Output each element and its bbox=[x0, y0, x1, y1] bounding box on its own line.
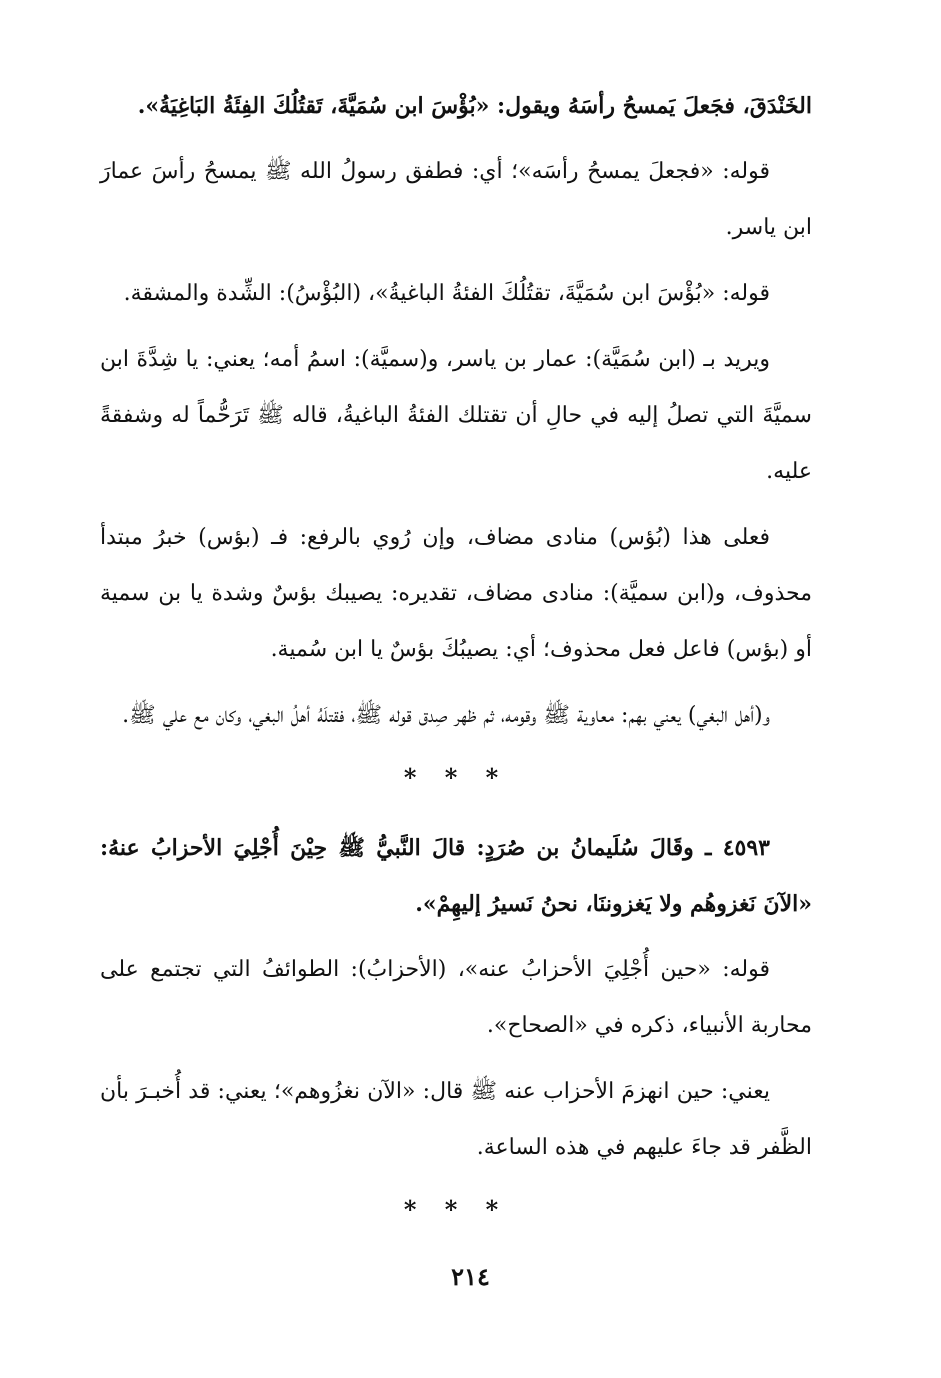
page-number: ٢١٤ bbox=[451, 1262, 490, 1291]
paragraph-commentary-6: قوله: «حين أُجْلِيَ الأحزابُ عنه»، (الأحزابُ): الطوائفُ التي تجتمع على محاربة الأنبياء، ذكره في «الصحاح». bbox=[100, 957, 812, 1038]
hadith-4593: ٤٥٩٣ ـ وقَالَ سُلَيمانُ بن صُرَدٍ: قالَ النَّبيُّ ﷺ حِيْنَ أُجْلِيَ الأحزابُ عنهُ: «الآنَ نَغزوهُم ولا يَغزوننَا، نحنُ نَسيرُ إليهِمْ». bbox=[100, 835, 812, 917]
section-divider: * * * bbox=[403, 763, 509, 792]
paragraph-commentary-4: فعلى هذا (بُؤس) منادى مضاف، وإن رُوي بالرفع: فـ (بؤس) خبرُ مبتدأ محذوف، و(ابن سميَّة): منادى مضاف، تقديره: يصيبك بؤسٌ وشدة يا بن سمية أو (بؤس) فاعل فعل محذوف؛ أي: يصيبُكَ بؤسٌ يا ابن سُمية. bbox=[100, 525, 812, 662]
paragraph-hadith-continuation: الخَنْدَقَ، فجَعلَ يَمسحُ رأسَهُ ويقول: «بُؤْسَ ابن سُمَيَّةَ، تَقتُلُكَ الفِئَةُ البَاغِيَةُ». bbox=[137, 93, 812, 119]
paragraph-commentary-5: و(أهل البغي) يعني بهم: معاوية ﷺ وقومه، ثم ظهر صِدق قوله ﷺ، فقتلَهُ أهلُ البغي، وكان مع علي ﷺ. bbox=[122, 703, 770, 728]
paragraph-commentary-1: قوله: «فجعلَ يمسحُ رأسَه»؛ أي: فطفق رسولُ الله ﷺ يمسحُ رأسَ عمارَ ابن ياسر. bbox=[100, 159, 812, 240]
section-divider: * * * bbox=[403, 1195, 509, 1224]
paragraph-commentary-7: يعني: حين انهزمَ الأحزاب عنه ﷺ قال: «الآن نغزُوهم»؛ يعني: قد أُخبـرَ بأن الظَّفر قد جاءَ عليهم في هذه الساعة. bbox=[100, 1079, 812, 1160]
paragraph-commentary-3: ويريد بـ (ابن سُمَيَّة): عمار بن ياسر، و(سميَّة): اسمُ أمه؛ يعني: يا شِدَّةَ ابن سميَّةَ التي تصلُ إليه في حالِ أن تقتلك الفئةُ الباغيةُ، قاله ﷺ تَرَحُّماً له وشفقةً عليه. bbox=[100, 347, 812, 484]
page-body bbox=[100, 78, 812, 1252]
paragraph-commentary-2: قوله: «بُؤْسَ ابن سُمَيَّةَ، تقتُلُكَ الفئةُ الباغيةُ»، (البُؤْسُ): الشِّدة والمشقة. bbox=[123, 281, 770, 306]
